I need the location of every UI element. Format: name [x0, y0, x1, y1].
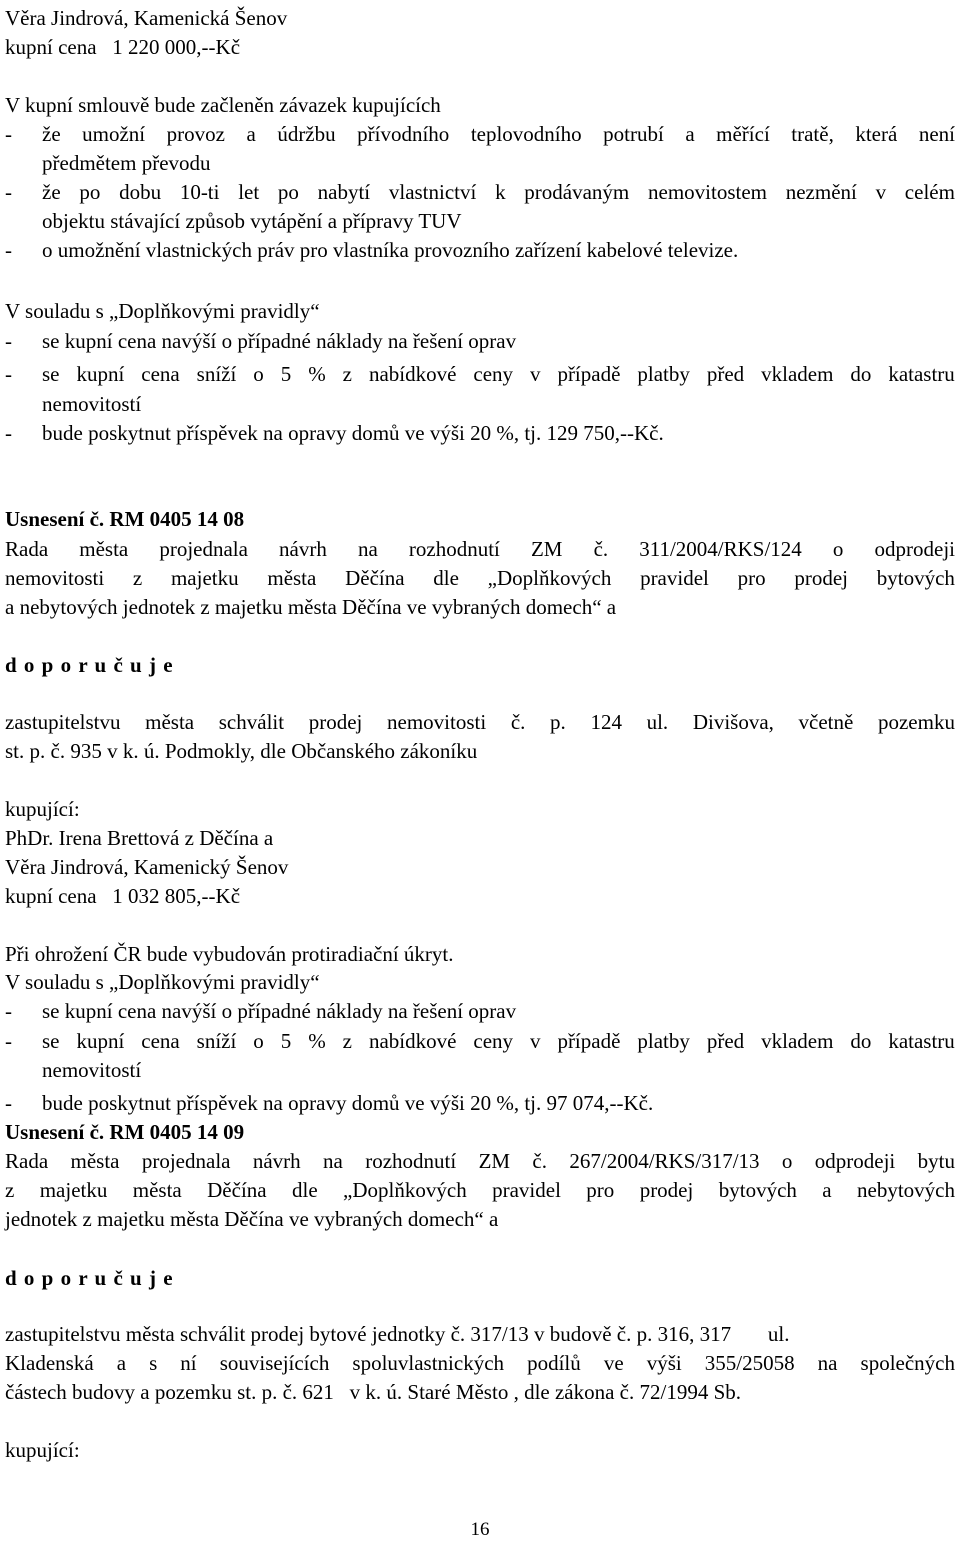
resolution-label: Usnesení č. — [5, 1120, 105, 1144]
list-dash: - — [5, 122, 12, 146]
text-line: bude poskytnut příspěvek na opravy domů ve výši 20 %, tj. 97 074,--Kč. — [42, 1091, 654, 1115]
text-line: že umožní provoz a údržbu přívodního teplovodního potrubí a měřící tratě, která není — [42, 122, 955, 146]
text-line: V souladu s „Doplňkovými pravidly“ — [5, 299, 320, 323]
text-line: objektu stávající způsob vytápění a přípravy TUV — [42, 209, 462, 233]
list-dash: - — [5, 329, 12, 353]
list-dash: - — [5, 1029, 12, 1053]
text-line: se kupní cena sníží o 5 % z nabídkové ceny v případě platby před vkladem do katastru — [42, 362, 955, 386]
text-line: kupní cena 1 220 000,--Kč — [5, 35, 241, 59]
recommends-heading: d o p o r u č u j e — [5, 653, 174, 677]
text-line: Rada města projednala návrh na rozhodnutí ZM č. 311/2004/RKS/124 o odprodeji — [5, 537, 955, 561]
text-line: Věra Jindrová, Kamenická Šenov — [5, 6, 288, 30]
text-line: PhDr. Irena Brettová z Děčína a — [5, 826, 274, 850]
list-dash: - — [5, 238, 12, 262]
text-line: se kupní cena navýší o případné náklady na řešení oprav — [42, 329, 517, 353]
text-line: a nebytových jednotek z majetku města Děčína ve vybraných domech“ a — [5, 595, 617, 619]
list-dash: - — [5, 180, 12, 204]
text-line: se kupní cena navýší o případné náklady na řešení oprav — [42, 999, 517, 1023]
list-dash: - — [5, 421, 12, 445]
resolution-heading — [5, 1118, 244, 1147]
text-line: nemovitostí — [42, 392, 142, 416]
text-line: předmětem převodu — [42, 151, 211, 175]
text-line: o umožnění vlastnických práv pro vlastníka provozního zařízení kabelové televize. — [42, 238, 739, 262]
text-line: zastupitelstvu města schválit prodej nemovitosti č. p. 124 ul. Divišova, včetně pozemku — [5, 710, 955, 734]
resolution-heading — [5, 505, 244, 534]
resolution-label: Usnesení č. — [5, 507, 105, 531]
text-line: Při ohrožení ČR bude vybudován protiradiační úkryt. — [5, 942, 454, 966]
recommends-heading: d o p o r u č u j e — [5, 1266, 174, 1290]
text-line: že po dobu 10-ti let po nabytí vlastnictví k prodávaným nemovitostem nezmění v celém — [42, 180, 955, 204]
text-line: kupující: — [5, 797, 80, 821]
text-line: V souladu s „Doplňkovými pravidly“ — [5, 970, 320, 994]
text-line: kupní cena 1 032 805,--Kč — [5, 884, 241, 908]
list-dash: - — [5, 1091, 12, 1115]
text-line: Kladenská a s ní souvisejících spoluvlastnických podílů ve výši 355/25058 na společných — [5, 1351, 955, 1375]
text-line: nemovitosti z majetku města Děčína dle „Doplňkových pravidel pro prodej bytových — [5, 566, 955, 590]
text-line: se kupní cena sníží o 5 % z nabídkové ceny v případě platby před vkladem do katastru — [42, 1029, 955, 1053]
resolution-id: RM 0405 14 08 — [109, 507, 245, 531]
text-line: Rada města projednala návrh na rozhodnutí ZM č. 267/2004/RKS/317/13 o odprodeji bytu — [5, 1149, 955, 1173]
text-line: st. p. č. 935 v k. ú. Podmokly, dle Občanského zákoníku — [5, 739, 478, 763]
list-dash: - — [5, 362, 12, 386]
text-line: zastupitelstvu města schválit prodej bytové jednotky č. 317/13 v budově č. p. 316, 317 ul. — [5, 1322, 790, 1346]
text-line: částech budovy a pozemku st. p. č. 621 v k. ú. Staré Město , dle zákona č. 72/1994 Sb. — [5, 1380, 742, 1404]
resolution-id: RM 0405 14 09 — [109, 1120, 245, 1144]
text-line: bude poskytnut příspěvek na opravy domů ve výši 20 %, tj. 129 750,--Kč. — [42, 421, 664, 445]
list-dash: - — [5, 999, 12, 1023]
text-line: Věra Jindrová, Kamenický Šenov — [5, 855, 289, 879]
text-line: z majetku města Děčína dle „Doplňkových pravidel pro prodej bytových a nebytových — [5, 1178, 955, 1202]
text-line: jednotek z majetku města Děčína ve vybraných domech“ a — [5, 1207, 499, 1231]
page-number: 16 — [470, 1519, 490, 1540]
text-line: V kupní smlouvě bude začleněn závazek kupujících — [5, 93, 441, 117]
text-line: nemovitostí — [42, 1058, 142, 1082]
text-line: kupující: — [5, 1438, 80, 1462]
